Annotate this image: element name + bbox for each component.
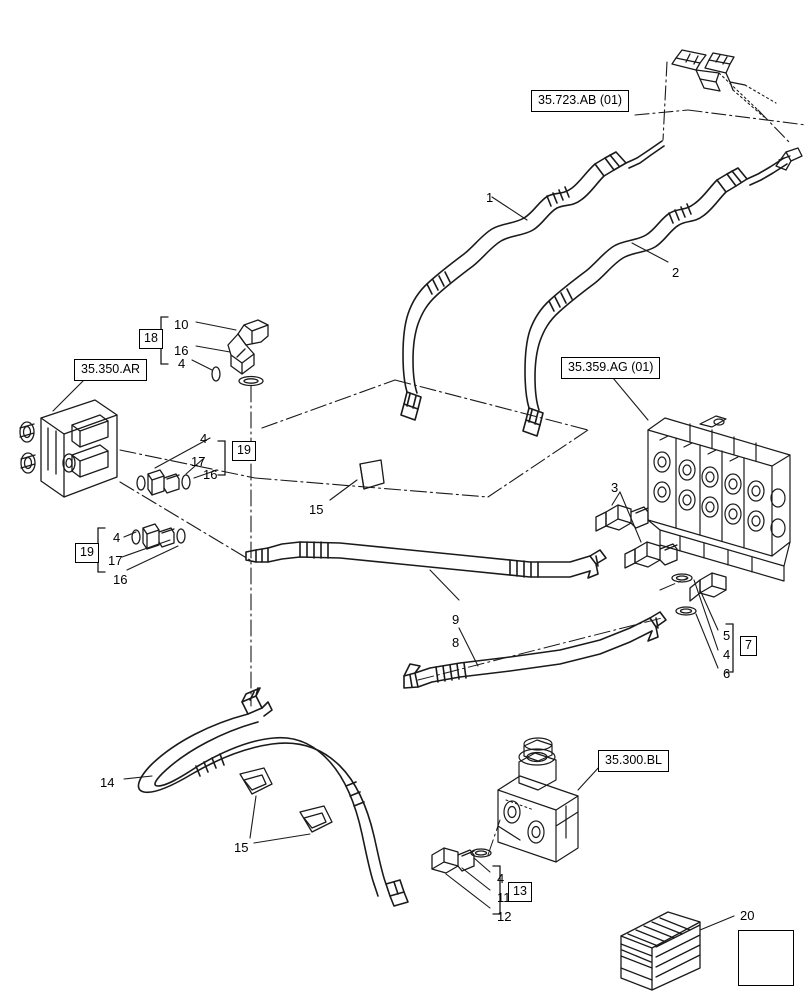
manifold-block-left (20, 400, 117, 497)
item-number-11: 11 (497, 890, 511, 905)
item-number-16-b: 16 (203, 467, 218, 482)
clamp-15-bottom-right (300, 806, 332, 832)
hose-14 (138, 688, 408, 906)
nipple-19-upper (137, 470, 190, 495)
item-number-3: 3 (611, 480, 619, 495)
tee-fitting-upper-3 (596, 505, 648, 531)
hose-9 (246, 542, 606, 578)
elbow-fitting-18 (212, 320, 268, 386)
item-number-20: 20 (740, 908, 755, 923)
fitting-upper-right (776, 148, 802, 170)
item-number-5: 5 (723, 628, 731, 643)
ref-35-359-ag-01[interactable]: 35.359.AG (01) (561, 357, 660, 379)
clamp-15-upper (360, 460, 384, 489)
crate-20 (621, 912, 700, 990)
tee-fitting-lower-3 (625, 542, 677, 568)
nipple-19-lower (132, 524, 185, 549)
item-number-4-d: 4 (723, 647, 731, 662)
item-number-9: 9 (452, 612, 460, 627)
item-number-1: 1 (486, 190, 494, 205)
item-number-15-b: 15 (234, 840, 249, 855)
item-number-16-c: 16 (113, 572, 128, 587)
clamp-15-bottom-left (240, 768, 272, 794)
item-number-15-a: 15 (309, 502, 324, 517)
item-number-8: 8 (452, 635, 460, 650)
box-item-18: 18 (139, 329, 163, 349)
item-number-10: 10 (174, 317, 189, 332)
fitting-13 (432, 848, 491, 873)
box-item-13: 13 (508, 882, 532, 902)
valve-35300bl (498, 738, 578, 862)
item-number-17-b: 17 (108, 553, 123, 568)
item-number-6: 6 (723, 666, 731, 681)
item-number-4-b: 4 (200, 431, 208, 446)
item-number-17-a: 17 (191, 454, 206, 469)
ref-35-723-ab-01[interactable]: 35.723.AB (01) (531, 90, 629, 112)
item-number-4-a: 4 (178, 356, 186, 371)
hose-8 (404, 612, 666, 688)
box-item-19-lower: 19 (75, 543, 99, 563)
valve-stack-right (648, 416, 790, 581)
direction-arrow-box (738, 930, 794, 986)
box-item-19-upper: 19 (232, 441, 256, 461)
item-number-16-a: 16 (174, 343, 189, 358)
item-number-14: 14 (100, 775, 115, 790)
item-number-4-e: 4 (497, 871, 505, 886)
ref-35-300-bl[interactable]: 35.300.BL (598, 750, 669, 772)
box-item-7: 7 (740, 636, 757, 656)
top-connector-group (672, 50, 745, 91)
item-number-12: 12 (497, 909, 512, 924)
ref-35-350-ar[interactable]: 35.350.AR (74, 359, 147, 381)
item-number-2: 2 (672, 265, 680, 280)
item-number-4-c: 4 (113, 530, 121, 545)
